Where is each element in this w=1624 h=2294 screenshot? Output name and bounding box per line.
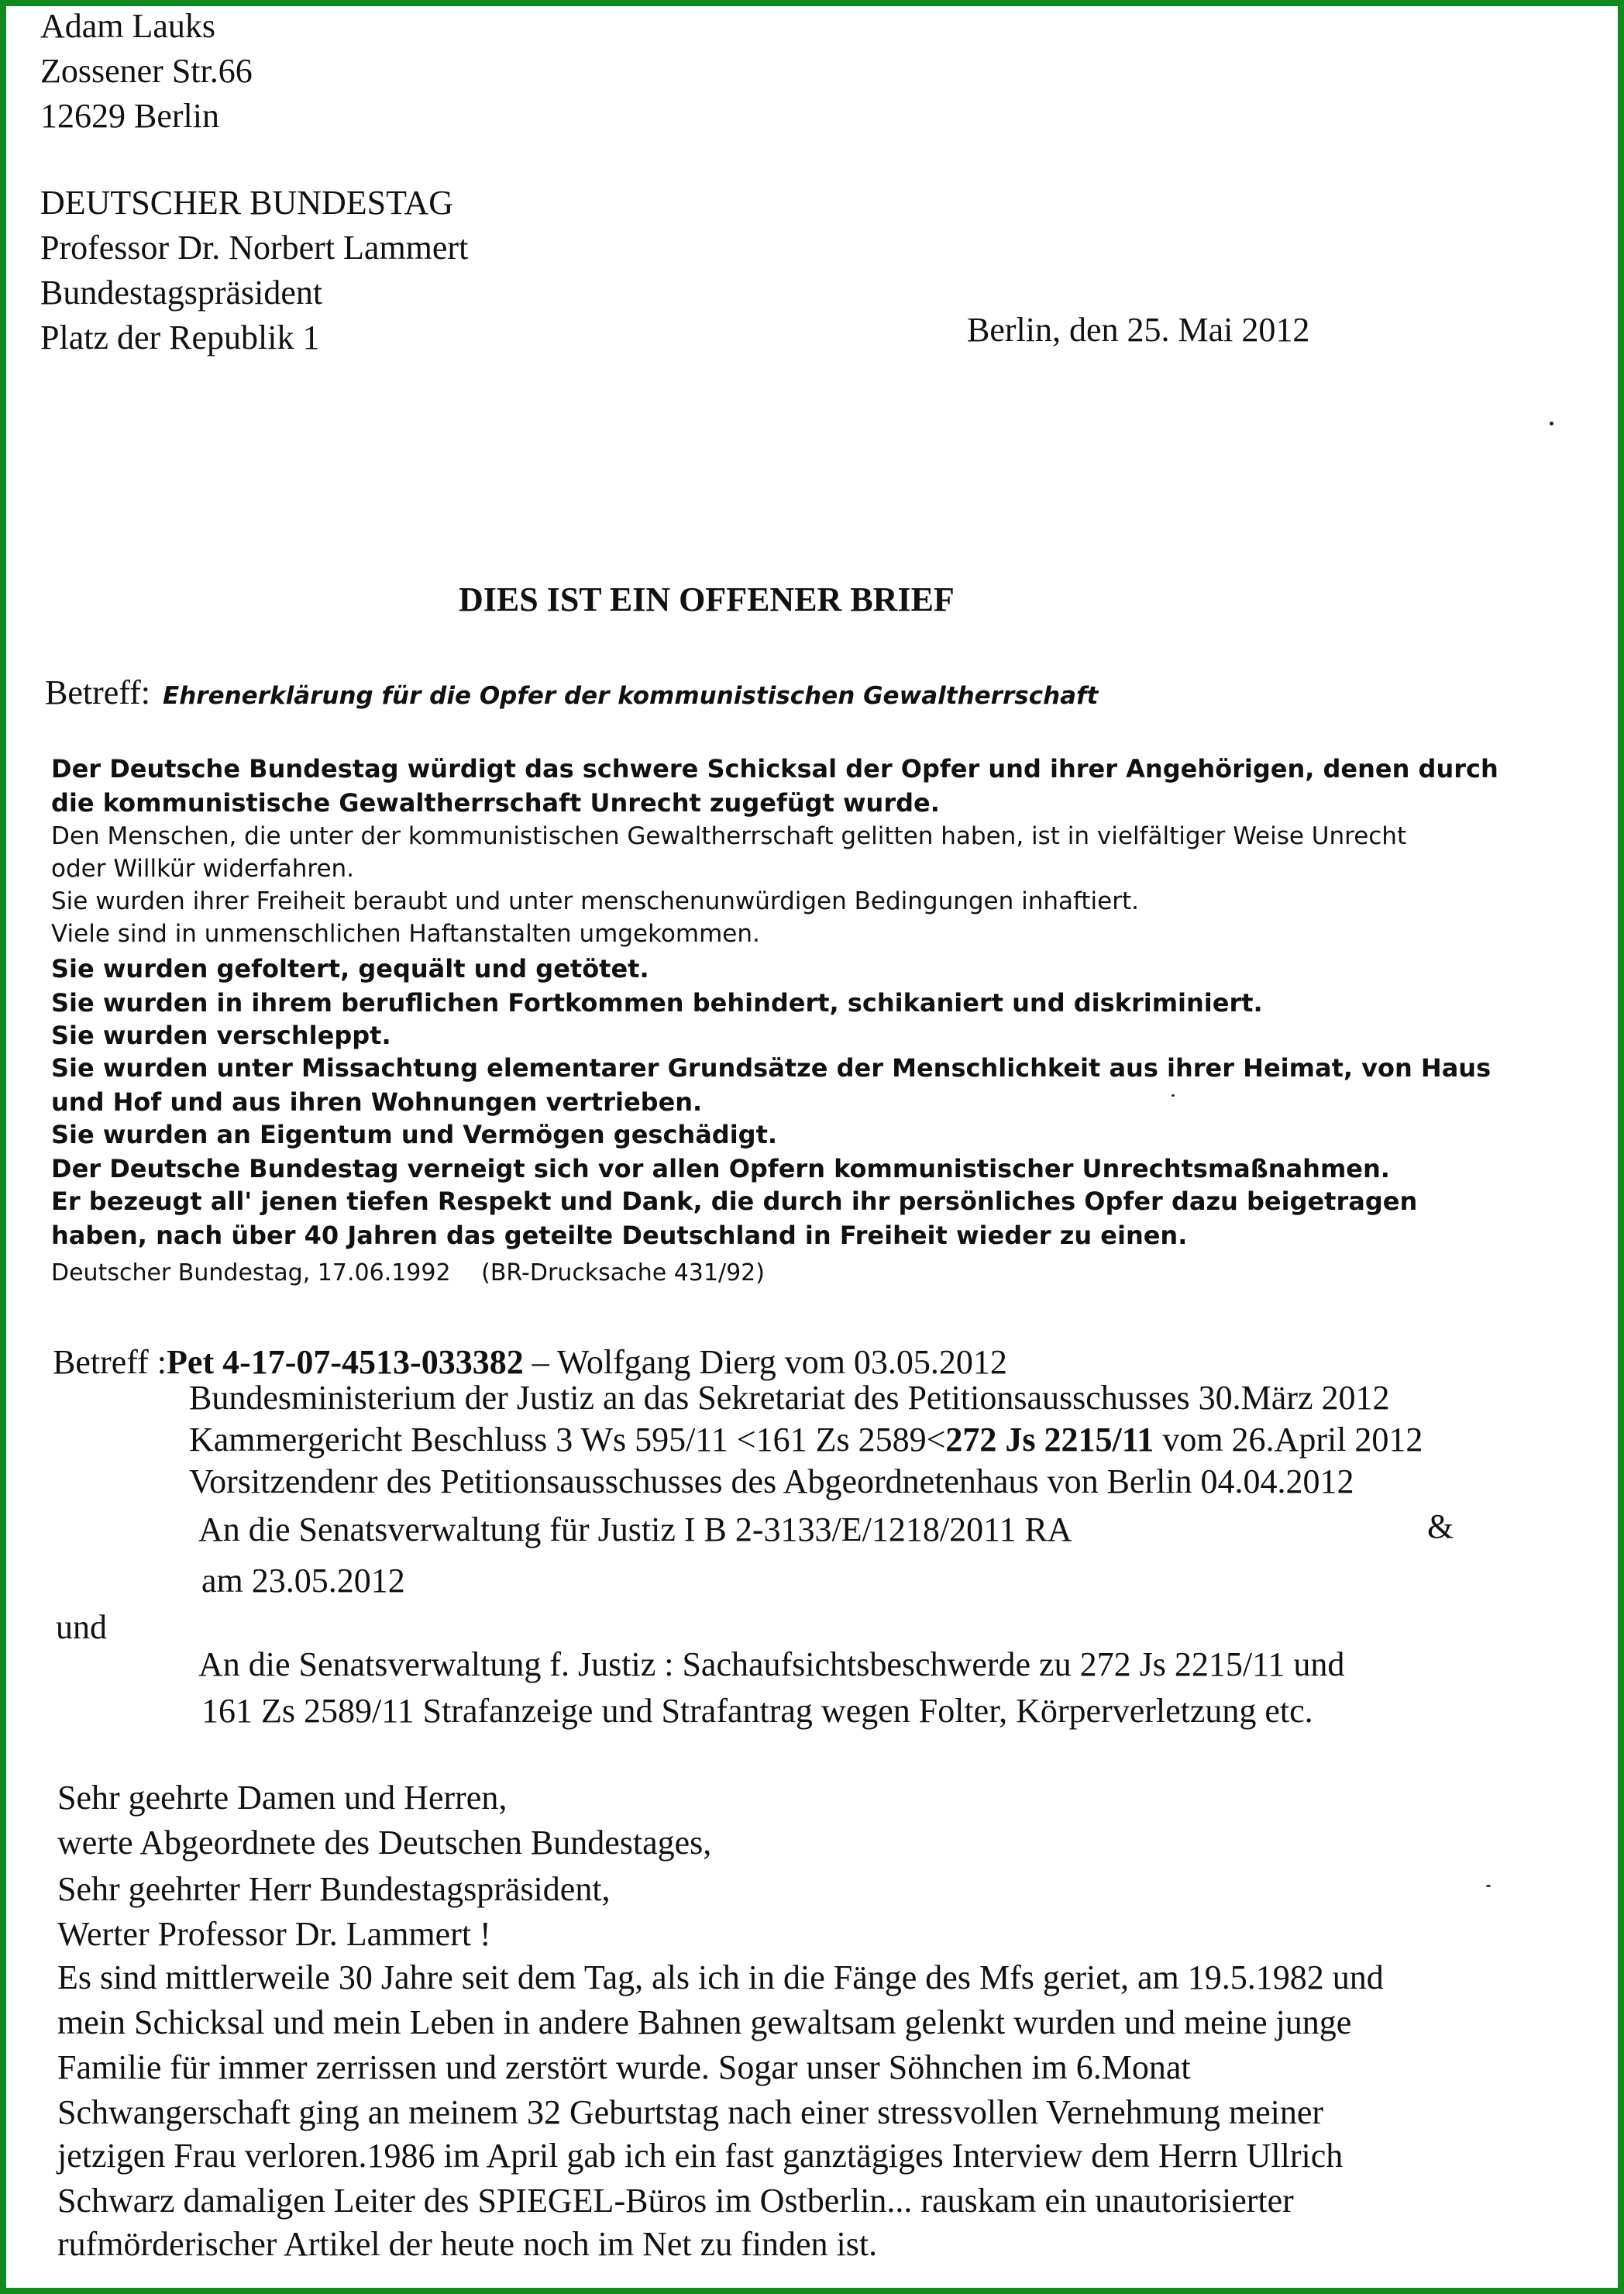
subject-text-1: Ehrenerklärung für die Opfer der kommunistischen Gewaltherrschaft	[163, 682, 1099, 710]
conjunction-und: und	[56, 1608, 107, 1646]
sender-name: Adam Lauks	[40, 7, 216, 45]
body-line: Es sind mittlerweile 30 Jahre seit dem Tag, als ich in die Fänge des Mfs geriet, am 19.5.1982 und	[57, 1958, 1384, 1996]
declaration-line: Sie wurden gefoltert, gequält und getötet.	[51, 954, 649, 983]
reference-file-number: 272 Js 2215/11	[945, 1421, 1154, 1459]
recipient-person: Professor Dr. Norbert Lammert	[40, 229, 469, 267]
declaration-line: Viele sind in unmenschlichen Haftanstalten umgekommen.	[51, 920, 760, 948]
declaration-line: Sie wurden in ihrem beruflichen Fortkommen behindert, schikaniert und diskriminiert.	[51, 988, 1263, 1018]
sender-street: Zossener Str.66	[40, 52, 253, 90]
reference-line: An die Senatsverwaltung für Justiz I B 2-3133/E/1218/2011 RA	[198, 1510, 1072, 1548]
body-line: mein Schicksal und mein Leben in andere Bahnen gewaltsam gelenkt wurden und meine junge	[57, 2003, 1352, 2041]
reference-line: Bundesministerium der Justiz an das Sekretariat des Petitionsausschusses 30.März 2012	[189, 1379, 1390, 1417]
reference-text: Kammergericht Beschluss 3 Ws 595/11 <161 Zs 2589<	[189, 1421, 946, 1459]
ampersand: &	[1427, 1507, 1454, 1545]
salutation-line: Werter Professor Dr. Lammert !	[57, 1915, 491, 1953]
declaration-source-ref: (BR-Drucksache 431/92)	[481, 1259, 765, 1286]
declaration-line: Sie wurden verschleppt.	[51, 1021, 391, 1050]
salutation-line: werte Abgeordnete des Deutschen Bundestages,	[57, 1824, 712, 1862]
scan-speck	[1550, 422, 1553, 425]
declaration-line: oder Willkür widerfahren.	[51, 855, 355, 883]
salutation-line: Sehr geehrte Damen und Herren,	[57, 1779, 508, 1817]
declaration-line: und Hof und aus ihren Wohnungen vertrieben.	[51, 1087, 703, 1117]
reference-line: An die Senatsverwaltung f. Justiz : Sachaufsichtsbeschwerde zu 272 Js 2215/11 und	[198, 1645, 1345, 1683]
scan-speck	[1486, 1885, 1491, 1887]
reference-line: 161 Zs 2589/11 Strafanzeige und Strafantrag wegen Folter, Körperverletzung etc.	[201, 1692, 1313, 1730]
declaration-line: Er bezeugt all' jenen tiefen Respekt und Dank, die durch ihr persönliches Opfer dazu beigetragen	[51, 1187, 1418, 1216]
subject-label-1: Betreff:	[45, 673, 151, 711]
reference-line	[189, 1423, 1423, 1457]
page-title: DIES IST EIN OFFENER BRIEF	[459, 580, 955, 618]
body-line: Schwangerschaft ging an meinem 32 Geburtstag nach einer stressvollen Vernehmung meiner	[57, 2093, 1324, 2131]
salutation-line: Sehr geehrter Herr Bundestagspräsident,	[57, 1870, 611, 1908]
body-line: rufmörderischer Artikel der heute noch im Net zu finden ist.	[57, 2225, 878, 2263]
sender-city: 12629 Berlin	[40, 97, 219, 135]
declaration-line: die kommunistische Gewaltherrschaft Unrecht zugefügt wurde.	[51, 788, 940, 818]
subject-line-1	[45, 673, 1099, 711]
body-line: Schwarz damaligen Leiter des SPIEGEL-Büros im Ostberlin... rauskam ein unautorisierter	[57, 2182, 1294, 2220]
declaration-line: Der Deutsche Bundestag verneigt sich vor allen Opfern kommunistischer Unrechtsmaßnahmen.	[51, 1154, 1390, 1183]
reference-line: Vorsitzendenr des Petitionsausschusses des Abgeordnetenhaus von Berlin 04.04.2012	[189, 1462, 1354, 1500]
body-line: jetzigen Frau verloren.1986 im April gab ich ein fast ganztägiges Interview dem Herrn Ullrich	[57, 2137, 1344, 2175]
declaration-line: Der Deutsche Bundestag würdigt das schwere Schicksal der Opfer und ihrer Angehörigen, denen durch	[51, 754, 1498, 784]
petition-reference: Pet 4-17-07-4513-033382	[167, 1343, 524, 1381]
scan-speck	[1172, 1094, 1175, 1097]
subject-label-2: Betreff :	[53, 1343, 167, 1381]
recipient-address: Platz der Republik 1	[40, 319, 320, 356]
subject-line-2	[53, 1345, 1007, 1380]
declaration-line: Den Menschen, die unter der kommunistischen Gewaltherrschaft gelitten haben, ist in vielfältiger Weise Unrecht	[51, 822, 1407, 850]
declaration-source-text: Deutscher Bundestag, 17.06.1992	[51, 1259, 451, 1286]
declaration-source	[51, 1259, 765, 1286]
declaration-line: Sie wurden unter Missachtung elementarer Grundsätze der Menschlichkeit aus ihrer Heimat, von Haus	[51, 1053, 1492, 1083]
reference-text: vom 26.April 2012	[1154, 1421, 1423, 1459]
recipient-role: Bundestagspräsident	[40, 274, 323, 312]
declaration-line: haben, nach über 40 Jahren das geteilte Deutschland in Freiheit wieder zu einen.	[51, 1221, 1188, 1250]
date-line: Berlin, den 25. Mai 2012	[967, 311, 1310, 349]
body-line: Familie für immer zerrissen und zerstört wurde. Sogar unser Söhnchen im 6.Monat	[57, 2048, 1191, 2086]
declaration-line: Sie wurden ihrer Freiheit beraubt und unter menschenunwürdigen Bedingungen inhaftiert.	[51, 887, 1139, 915]
petition-rest: – Wolfgang Dierg vom 03.05.2012	[523, 1343, 1007, 1381]
reference-line: am 23.05.2012	[201, 1562, 405, 1600]
recipient-org: DEUTSCHER BUNDESTAG	[40, 184, 454, 222]
declaration-line: Sie wurden an Eigentum und Vermögen geschädigt.	[51, 1120, 778, 1149]
